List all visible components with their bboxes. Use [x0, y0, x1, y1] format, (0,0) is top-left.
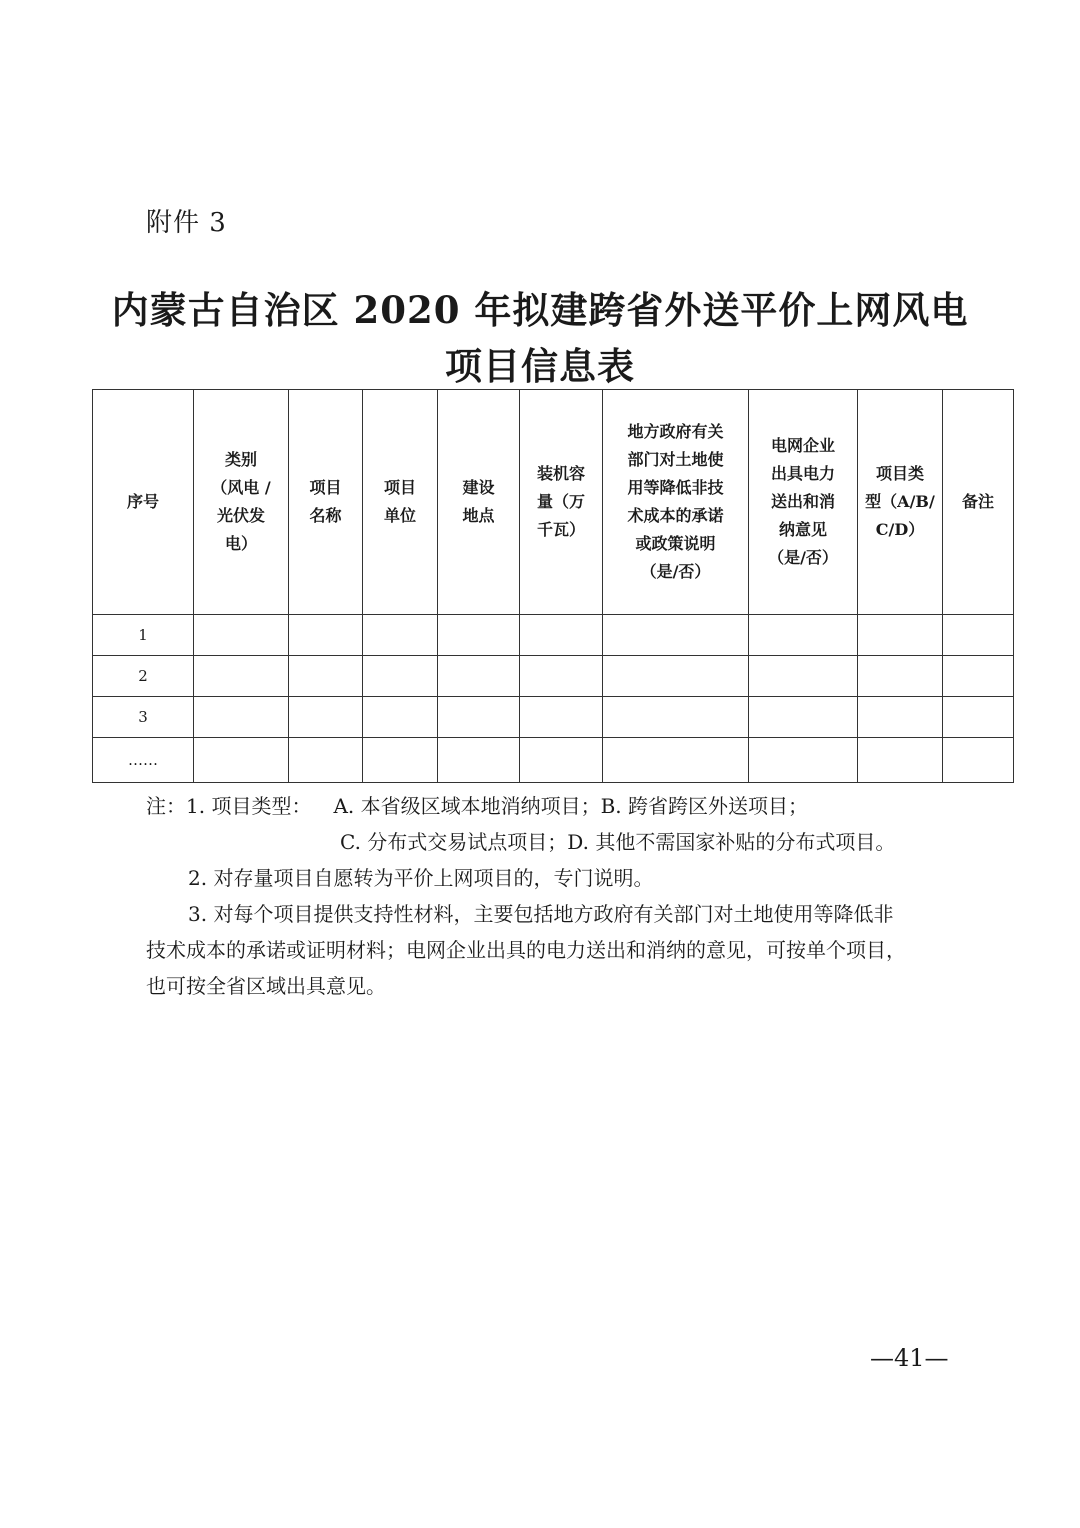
header-text-line: 项目类 — [875, 464, 924, 483]
header-text-line: 地方政府有关 — [627, 422, 724, 441]
header-text-line: 纳意见 — [778, 520, 827, 539]
table-cell[interactable] — [858, 697, 943, 738]
row-seq-cell: …… — [93, 738, 194, 783]
header-text-line: 单位 — [383, 506, 416, 525]
table-cell[interactable] — [858, 738, 943, 783]
row-seq-cell: 3 — [93, 697, 194, 738]
header-text-line: 地点 — [462, 506, 495, 525]
header-remarks — [943, 390, 1014, 615]
attachment-label: 附件 3 — [146, 208, 227, 238]
row-seq-cell: 1 — [93, 615, 194, 656]
header-gov-commitment — [603, 390, 749, 615]
table-cell[interactable] — [858, 615, 943, 656]
note-1-prefix: 注：1. 项目类型： — [146, 794, 312, 818]
header-text-line: 类别 — [224, 450, 257, 469]
header-text-line: 千瓦） — [536, 520, 585, 539]
header-grid-opinion — [749, 390, 858, 615]
table-row — [93, 656, 1014, 697]
header-text-line: 量（万 — [536, 492, 585, 511]
table-cell[interactable] — [603, 697, 749, 738]
table-cell[interactable] — [194, 656, 289, 697]
note-3-line-3: 也可按全省区域出具意见。 — [146, 974, 386, 998]
header-text-line: 术成本的承诺 — [627, 506, 724, 525]
header-seq-no — [93, 390, 194, 615]
header-text-line: 建设 — [462, 478, 495, 497]
table-cell[interactable] — [363, 738, 438, 783]
table-cell[interactable] — [438, 656, 520, 697]
document-title-line-1: 内蒙古自治区 2020 年拟建跨省外送平价上网风电 — [111, 288, 969, 332]
header-text-line: 或政策说明 — [635, 534, 716, 553]
table-cell[interactable] — [289, 738, 363, 783]
table-cell[interactable] — [943, 738, 1014, 783]
table-cell[interactable] — [438, 738, 520, 783]
note-1-type-cd: C. 分布式交易试点项目；D. 其他不需国家补贴的分布式项目。 — [340, 830, 896, 854]
header-text-line: 电网企业 — [770, 436, 835, 455]
table-cell[interactable] — [749, 697, 858, 738]
table-row — [93, 697, 1014, 738]
header-project-unit — [363, 390, 438, 615]
header-text-line: C/D） — [875, 520, 925, 539]
header-text-line: 用等降低非技 — [627, 478, 724, 497]
table-row — [93, 615, 1014, 656]
table-cell[interactable] — [943, 697, 1014, 738]
table-cell[interactable] — [438, 615, 520, 656]
table-cell[interactable] — [858, 656, 943, 697]
note-1 — [146, 788, 956, 824]
header-text-line: 序号 — [126, 492, 159, 511]
header-text-line: 出具电力 — [770, 464, 835, 483]
table-cell[interactable] — [603, 615, 749, 656]
note-3-line-1: 3. 对每个项目提供支持性材料，主要包括地方政府有关部门对土地使用等降低非 — [188, 902, 894, 926]
header-build-location — [438, 390, 520, 615]
header-text-line: 电） — [224, 534, 257, 553]
table-cell[interactable] — [749, 615, 858, 656]
table-cell[interactable] — [520, 738, 603, 783]
table-cell[interactable] — [943, 615, 1014, 656]
header-installed-capacity — [520, 390, 603, 615]
table-cell[interactable] — [363, 615, 438, 656]
table-cell[interactable] — [289, 697, 363, 738]
header-text-line: 送出和消 — [770, 492, 835, 511]
header-text-line: 部门对土地使 — [627, 450, 724, 469]
table-cell[interactable] — [520, 697, 603, 738]
page-number: —41— — [870, 1344, 949, 1372]
table-cell[interactable] — [520, 656, 603, 697]
header-text-line: 项目 — [309, 478, 342, 497]
note-3-line-2: 技术成本的承诺或证明材料；电网企业出具的电力送出和消纳的意见，可按单个项目， — [146, 938, 906, 962]
table-cell[interactable] — [363, 697, 438, 738]
header-text-line: 名称 — [309, 506, 342, 525]
table-cell[interactable] — [289, 656, 363, 697]
header-text-line: （是/否） — [768, 548, 838, 567]
header-text-line: （风电 / — [211, 478, 271, 497]
header-text-line: 型（A/B/ — [865, 492, 935, 511]
table-cell[interactable] — [438, 697, 520, 738]
table-header-row — [93, 390, 1014, 615]
header-text-line: 装机容 — [536, 464, 585, 483]
note-2: 2. 对存量项目自愿转为平价上网项目的，专门说明。 — [188, 866, 654, 890]
table-cell[interactable] — [194, 615, 289, 656]
table-cell[interactable] — [194, 738, 289, 783]
note-1-type-ab: A. 本省级区域本地消纳项目；B. 跨省跨区外送项目； — [333, 794, 809, 818]
table-cell[interactable] — [943, 656, 1014, 697]
table-cell[interactable] — [749, 738, 858, 783]
table-cell[interactable] — [194, 697, 289, 738]
header-project-name — [289, 390, 363, 615]
table-cell[interactable] — [749, 656, 858, 697]
document-title-line-2: 项目信息表 — [445, 344, 635, 388]
header-text-line: 备注 — [961, 492, 994, 511]
table-cell[interactable] — [603, 738, 749, 783]
project-info-table — [92, 389, 1014, 783]
header-text-line: 光伏发 — [216, 506, 265, 525]
table-cell[interactable] — [520, 615, 603, 656]
notes-section — [146, 788, 956, 1004]
table-cell[interactable] — [363, 656, 438, 697]
header-project-type — [858, 390, 943, 615]
header-category — [194, 390, 289, 615]
row-seq-cell: 2 — [93, 656, 194, 697]
table-cell[interactable] — [603, 656, 749, 697]
header-text-line: 项目 — [383, 478, 416, 497]
header-text-line: （是/否） — [640, 562, 711, 581]
table-row — [93, 738, 1014, 783]
table-cell[interactable] — [289, 615, 363, 656]
